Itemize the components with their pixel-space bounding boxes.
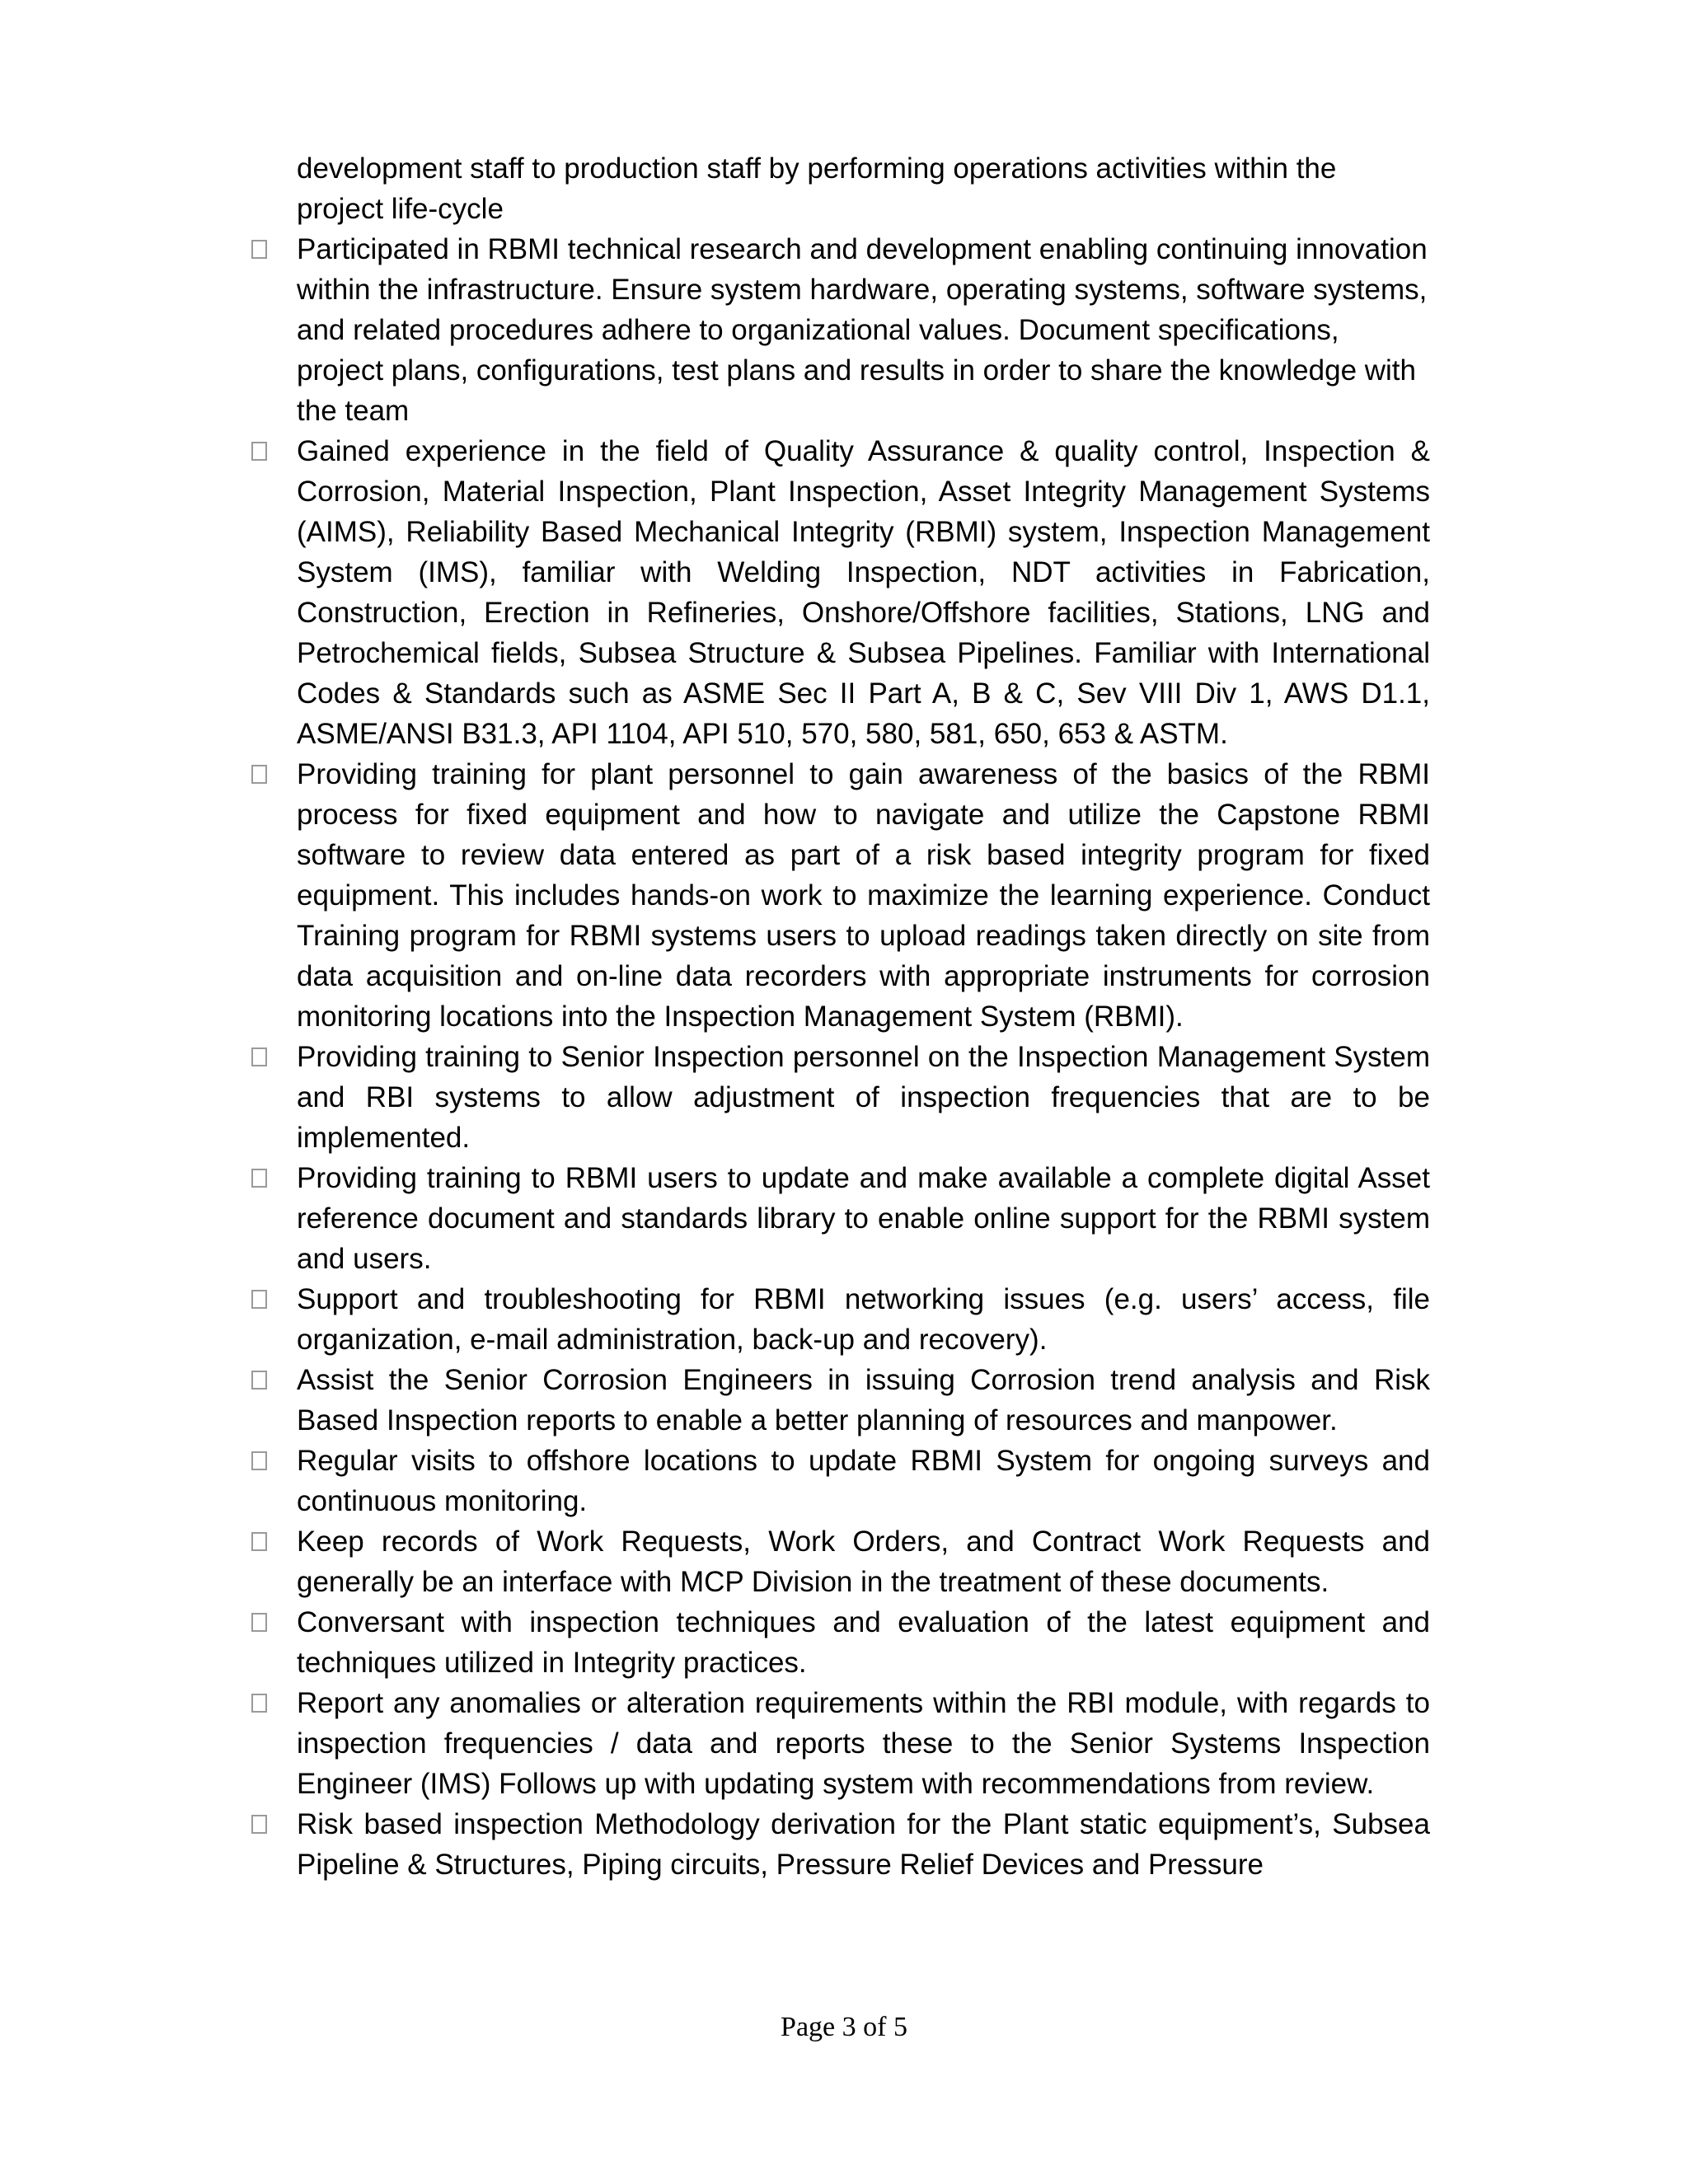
- bullet-box-icon: [251, 1451, 267, 1470]
- bullet-item: [251, 1360, 1430, 1441]
- bullet-box-icon: [251, 1047, 267, 1066]
- bullet-item: [251, 754, 1430, 1037]
- bullet-box-icon: [251, 1290, 267, 1309]
- bullet-item: [251, 1521, 1430, 1602]
- bullet-box-icon: [251, 1532, 267, 1551]
- bullet-box-icon: [251, 1815, 267, 1834]
- bullet-text: Conversant with inspection techniques and evaluation of the latest equipment and techniques utilized in Integrity practices.: [297, 1606, 1430, 1679]
- bullet-item: [251, 1441, 1430, 1521]
- bullet-item: [251, 1158, 1430, 1279]
- bullet-item: [251, 229, 1430, 431]
- bullet-text: Providing training to RBMI users to update and make available a complete digital Asset reference document and standards library to enable online support for the RBMI system and users.: [297, 1162, 1430, 1275]
- bullet-box-icon: [251, 1694, 267, 1713]
- bullet-box-icon: [251, 240, 267, 259]
- bullet-item: [251, 1037, 1430, 1158]
- bullet-text: Gained experience in the field of Quality Assurance & quality control, Inspection & Corrosion, Material Inspection, Plant Inspection, Asset Integrity Management Systems (AIMS), Reliability Based Mechanical Integrity (RBMI) system, Inspection Management System (IMS), familiar with Welding Inspection, NDT activities in Fabrication, Construction, Erection in Refineries, Onshore/Offshore facilities, Stations, LNG and Petrochemical fields, Subsea Structure & Subsea Pipelines. Familiar with International Codes & Standards such as ASME Sec II Part A, B & C, Sev VIII Div 1, AWS D1.1, ASME/ANSI B31.3, API 1104, API 510, 570, 580, 581, 650, 653 & ASTM.: [297, 435, 1430, 750]
- bullet-text: Keep records of Work Requests, Work Orders, and Contract Work Requests and generally be an interface with MCP Division in the treatment of these documents.: [297, 1526, 1430, 1598]
- bullet-text: Regular visits to offshore locations to update RBMI System for ongoing surveys and continuous monitoring.: [297, 1445, 1430, 1517]
- bullet-text: Providing training for plant personnel to gain awareness of the basics of the RBMI process for fixed equipment and how to navigate and utilize the Capstone RBMI software to review data entered as part of a risk based integrity program for fixed equipment. This includes hands-on work to maximize the learning experience. Conduct Training program for RBMI systems users to upload readings taken directly on site from data acquisition and on-line data recorders with appropriate instruments for corrosion monitoring locations into the Inspection Management System (RBMI).: [297, 758, 1430, 1033]
- bullet-box-icon: [251, 442, 267, 461]
- bullet-item: [251, 1279, 1430, 1360]
- bullet-box-icon: [251, 1169, 267, 1188]
- bullet-text: Providing training to Senior Inspection personnel on the Inspection Management System and RBI systems to allow adjustment of inspection frequencies that are to be implemented.: [297, 1041, 1430, 1154]
- page-number-footer: Page 3 of 5: [781, 2012, 907, 2042]
- bullet-text: Report any anomalies or alteration requirements within the RBI module, with regards to inspection frequencies / data and reports these to the Senior Systems Inspection Engineer (IMS) Follows up with updating system with recommendations from review.: [297, 1687, 1430, 1800]
- bullet-text: Assist the Senior Corrosion Engineers in issuing Corrosion trend analysis and Risk Based Inspection reports to enable a better planning of resources and manpower.: [297, 1364, 1430, 1436]
- page-content: [251, 148, 1430, 1885]
- bullet-text: Participated in RBMI technical research and development enabling continuing innovation within the infrastructure. Ensure system hardware, operating systems, software systems, and related procedures adhere to organizational values. Document specifications, project plans, configurations, test plans and results in order to share the knowledge with the team: [297, 233, 1428, 427]
- bullet-text: Risk based inspection Methodology derivation for the Plant static equipment’s, Subsea Pipeline & Structures, Piping circuits, Pressure Relief Devices and Pressure: [297, 1808, 1430, 1881]
- bullet-text: Support and troubleshooting for RBMI networking issues (e.g. users’ access, file organization, e-mail administration, back-up and recovery).: [297, 1283, 1430, 1356]
- bullet-box-icon: [251, 1613, 267, 1632]
- bullet-item: [251, 1683, 1430, 1804]
- bullet-item: [251, 1602, 1430, 1683]
- intro-paragraph: development staff to production staff by performing operations activities within the project life-cycle: [297, 152, 1337, 225]
- bullet-item: [251, 1804, 1430, 1885]
- bullet-item: [251, 431, 1430, 754]
- bullet-box-icon: [251, 1371, 267, 1390]
- bullet-box-icon: [251, 765, 267, 784]
